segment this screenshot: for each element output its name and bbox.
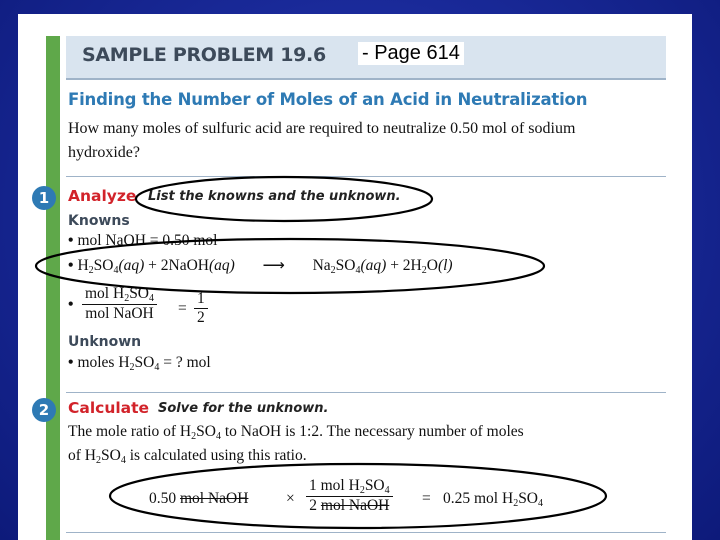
unknown-moles: • moles $H_2SO_4$ = ? mol [68, 354, 211, 373]
section-divider [66, 176, 666, 177]
known-mol-naoh: • mol NaOH = 0.50 mol [68, 232, 218, 249]
step-1-subtitle: List the knowns and the unknown. [148, 189, 401, 204]
page-reference: - Page 614 [358, 42, 464, 65]
times-sign: × [286, 490, 295, 507]
ratio-equals: = [178, 300, 187, 317]
sample-problem-title: SAMPLE PROBLEM 19.6 [82, 44, 326, 66]
step-1-badge: 1 [32, 186, 56, 210]
unknown-label: Unknown [68, 334, 142, 350]
section-divider [66, 392, 666, 393]
section-divider [66, 532, 666, 533]
ratio-bullet: • [68, 296, 74, 313]
problem-heading: Finding the Number of Moles of an Acid in Neutralization [68, 90, 588, 109]
step-1-title: Analyze [68, 187, 137, 205]
step-2-subtitle: Solve for the unknown. [158, 401, 329, 416]
neutralization-equation: • $H_2SO_4(aq)$ + 2NaOH(aq) ⟶ $Na_2SO_4(aq) + 2H_2O(l)$ [68, 257, 453, 276]
result-equals: = [422, 490, 431, 507]
reaction-arrow: ⟶ [262, 257, 285, 274]
step-2-badge: 2 [32, 398, 56, 422]
step-2-title: Calculate [68, 399, 150, 417]
problem-question: How many moles of sulfuric acid are required to neutralize 0.50 mol of sodium hydroxide? [68, 120, 576, 161]
calc-text-line-1: The mole ratio of $H_2SO_4$ to NaOH is 1:2. The necessary number of moles [68, 423, 524, 442]
textbook-page [18, 14, 692, 540]
green-margin-rail [46, 36, 60, 540]
given-quantity: 0.50 mol NaOH [149, 490, 249, 507]
sample-problem-header [66, 36, 666, 80]
knowns-label: Knowns [68, 213, 130, 229]
calc-text-line-2: of $H_2SO_4$ is calculated using this ratio. [68, 447, 307, 466]
mole-ratio-fraction: mol $H_2SO_4$ mol NaOH [82, 285, 157, 323]
ratio-one-half: $\frac{1}{2}$ [194, 290, 208, 327]
conversion-factor: 1 mol $H_2SO_4$ 2 mol NaOH [306, 477, 393, 515]
calculation-result: 0.25 mol $H_2SO_4$ [443, 490, 544, 509]
